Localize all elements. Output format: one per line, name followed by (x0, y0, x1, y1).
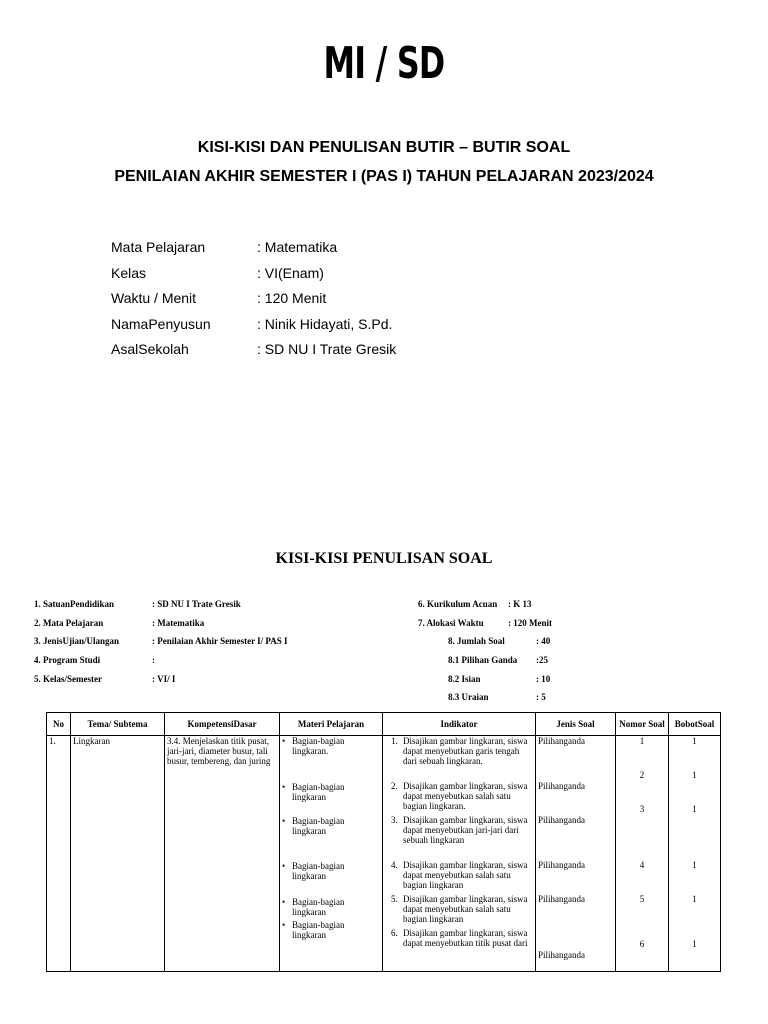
bobot-item: 1 (692, 736, 697, 746)
jenis-item: Pilihanganda (538, 815, 585, 825)
info-label: Waktu / Menit (111, 290, 197, 306)
info-value: : VI(Enam) (257, 265, 324, 281)
bobot-item: 1 (692, 939, 697, 949)
info-label: AsalSekolah (111, 341, 189, 357)
document-subtitle: PENILAIAN AKHIR SEMESTER I (PAS I) TAHUN PELAJARAN 2023/2024 (114, 168, 654, 185)
info-value: : Matematika (257, 239, 338, 255)
indikator-item: 4. Disajikan gambar lingkaran, siswa dapat menyebutkan salah satu bagian lingkaran (391, 860, 528, 890)
nomor-item: 1 (639, 736, 645, 746)
meta-label: 8.1 Pilihan Ganda (448, 655, 518, 665)
indikator-item: 6. Disajikan gambar lingkaran, siswa dapat menyebutkan titik pusat dari (391, 928, 528, 948)
meta-label: 5. Kelas/Semester (34, 674, 102, 684)
nomor-item: 3 (639, 804, 645, 814)
nomor-item: 4 (639, 860, 645, 870)
bobot-item: 1 (692, 860, 697, 870)
nomor-item: 5 (639, 894, 645, 904)
header-kd: KompetensiDasar (165, 713, 280, 736)
header-no: No (47, 713, 71, 736)
cell-indikator (383, 736, 536, 972)
cell-materi (280, 736, 383, 972)
indikator-item: 1. Disajikan gambar lingkaran, siswa dapat menyebutkan garis tengah dari sebuah lingkaran. (391, 736, 528, 766)
kisi-kisi-table (46, 712, 721, 972)
meta-value: : Penilaian Akhir Semester I/ PAS I (152, 636, 288, 646)
jenis-item: Pilihanganda (538, 781, 585, 791)
info-label: Kelas (111, 265, 147, 281)
materi-item: • Bagian-bagian lingkaran (282, 920, 380, 940)
info-value: : 120 Menit (257, 290, 327, 306)
meta-label: 8.3 Uraian (448, 692, 489, 702)
materi-item: • Bagian-bagian lingkaran (282, 897, 380, 917)
meta-label: 2. Mata Pelajaran (34, 618, 104, 628)
materi-item: • Bagian-bagian lingkaran (282, 782, 380, 802)
meta-value: : 40 (536, 636, 551, 646)
jenis-item: Pilihanganda (538, 860, 585, 870)
meta-value: : VI/ I (152, 674, 176, 684)
indikator-item: 3. Disajikan gambar lingkaran, siswa dapat menyebutkan jari-jari dari sebuah lingkaran (391, 815, 528, 845)
materi-item: • Bagian-bagian lingkaran (282, 816, 380, 836)
nomor-item: 2 (639, 770, 645, 780)
nomor-item: 6 (639, 939, 645, 949)
cell-nomor (616, 736, 669, 972)
bobot-item: 1 (692, 804, 697, 814)
meta-value: : K 13 (508, 599, 532, 609)
bobot-item: 1 (692, 770, 697, 780)
header-indikator: Indikator (383, 713, 536, 736)
school-level-title: MI / SD (323, 38, 445, 89)
materi-item: • Bagian-bagian lingkaran. (282, 736, 380, 756)
info-label: Mata Pelajaran (111, 239, 206, 255)
meta-value: : Matematika (152, 618, 205, 628)
meta-value: : 5 (536, 692, 546, 702)
jenis-item: Pilihanganda (538, 950, 585, 960)
meta-value: : (152, 655, 155, 665)
meta-label: 4. Program Studi (34, 655, 101, 665)
meta-label: 8. Jumlah Soal (448, 636, 505, 646)
materi-item: • Bagian-bagian lingkaran (282, 861, 380, 881)
table-row (47, 736, 721, 972)
section-title: KISI-KISI PENULISAN SOAL (275, 550, 493, 567)
header-jenis: Jenis Soal (536, 713, 616, 736)
bobot-item: 1 (692, 894, 697, 904)
meta-value: :25 (536, 655, 548, 665)
info-value: : SD NU I Trate Gresik (257, 341, 397, 357)
header-tema: Tema/ Subtema (71, 713, 165, 736)
indikator-item: 2. Disajikan gambar lingkaran, siswa dapat menyebutkan salah satu bagian lingkaran. (391, 781, 528, 811)
jenis-item: Pilihanganda (538, 736, 585, 746)
meta-label: 7. Alokasi Waktu (418, 618, 484, 628)
indikator-item: 5. Disajikan gambar lingkaran, siswa dapat menyebutkan salah satu bagian lingkaran (391, 894, 528, 924)
cell-no: 1. (47, 736, 71, 972)
table-header-row (47, 713, 721, 736)
info-value: : Ninik Hidayati, S.Pd. (257, 316, 393, 332)
document-title: KISI-KISI DAN PENULISAN BUTIR – BUTIR SOAL (197, 139, 571, 156)
cell-jenis (536, 736, 616, 972)
meta-label: 8.2 Isian (448, 674, 481, 684)
header-materi: Materi Pelajaran (280, 713, 383, 736)
header-bobot: BobotSoal (669, 713, 721, 736)
meta-label: 3. JenisUjian/Ulangan (34, 636, 120, 646)
meta-label: 1. SatuanPendidikan (34, 599, 115, 609)
meta-value: : 120 Menit (508, 618, 552, 628)
meta-label: 6. Kurikulum Acuan (418, 599, 498, 609)
header-nomor: Nomor Soal (616, 713, 669, 736)
cell-kd: 3.4. Menjelaskan titik pusat, jari-jari, diameter busur, tali busur, tembereng, dan juring (165, 736, 280, 972)
info-label: NamaPenyusun (111, 316, 211, 332)
jenis-item: Pilihanganda (538, 894, 585, 904)
meta-value: : 10 (536, 674, 551, 684)
cell-tema: Lingkaran (71, 736, 165, 972)
meta-value: : SD NU I Trate Gresik (152, 599, 241, 609)
cell-bobot (669, 736, 721, 972)
